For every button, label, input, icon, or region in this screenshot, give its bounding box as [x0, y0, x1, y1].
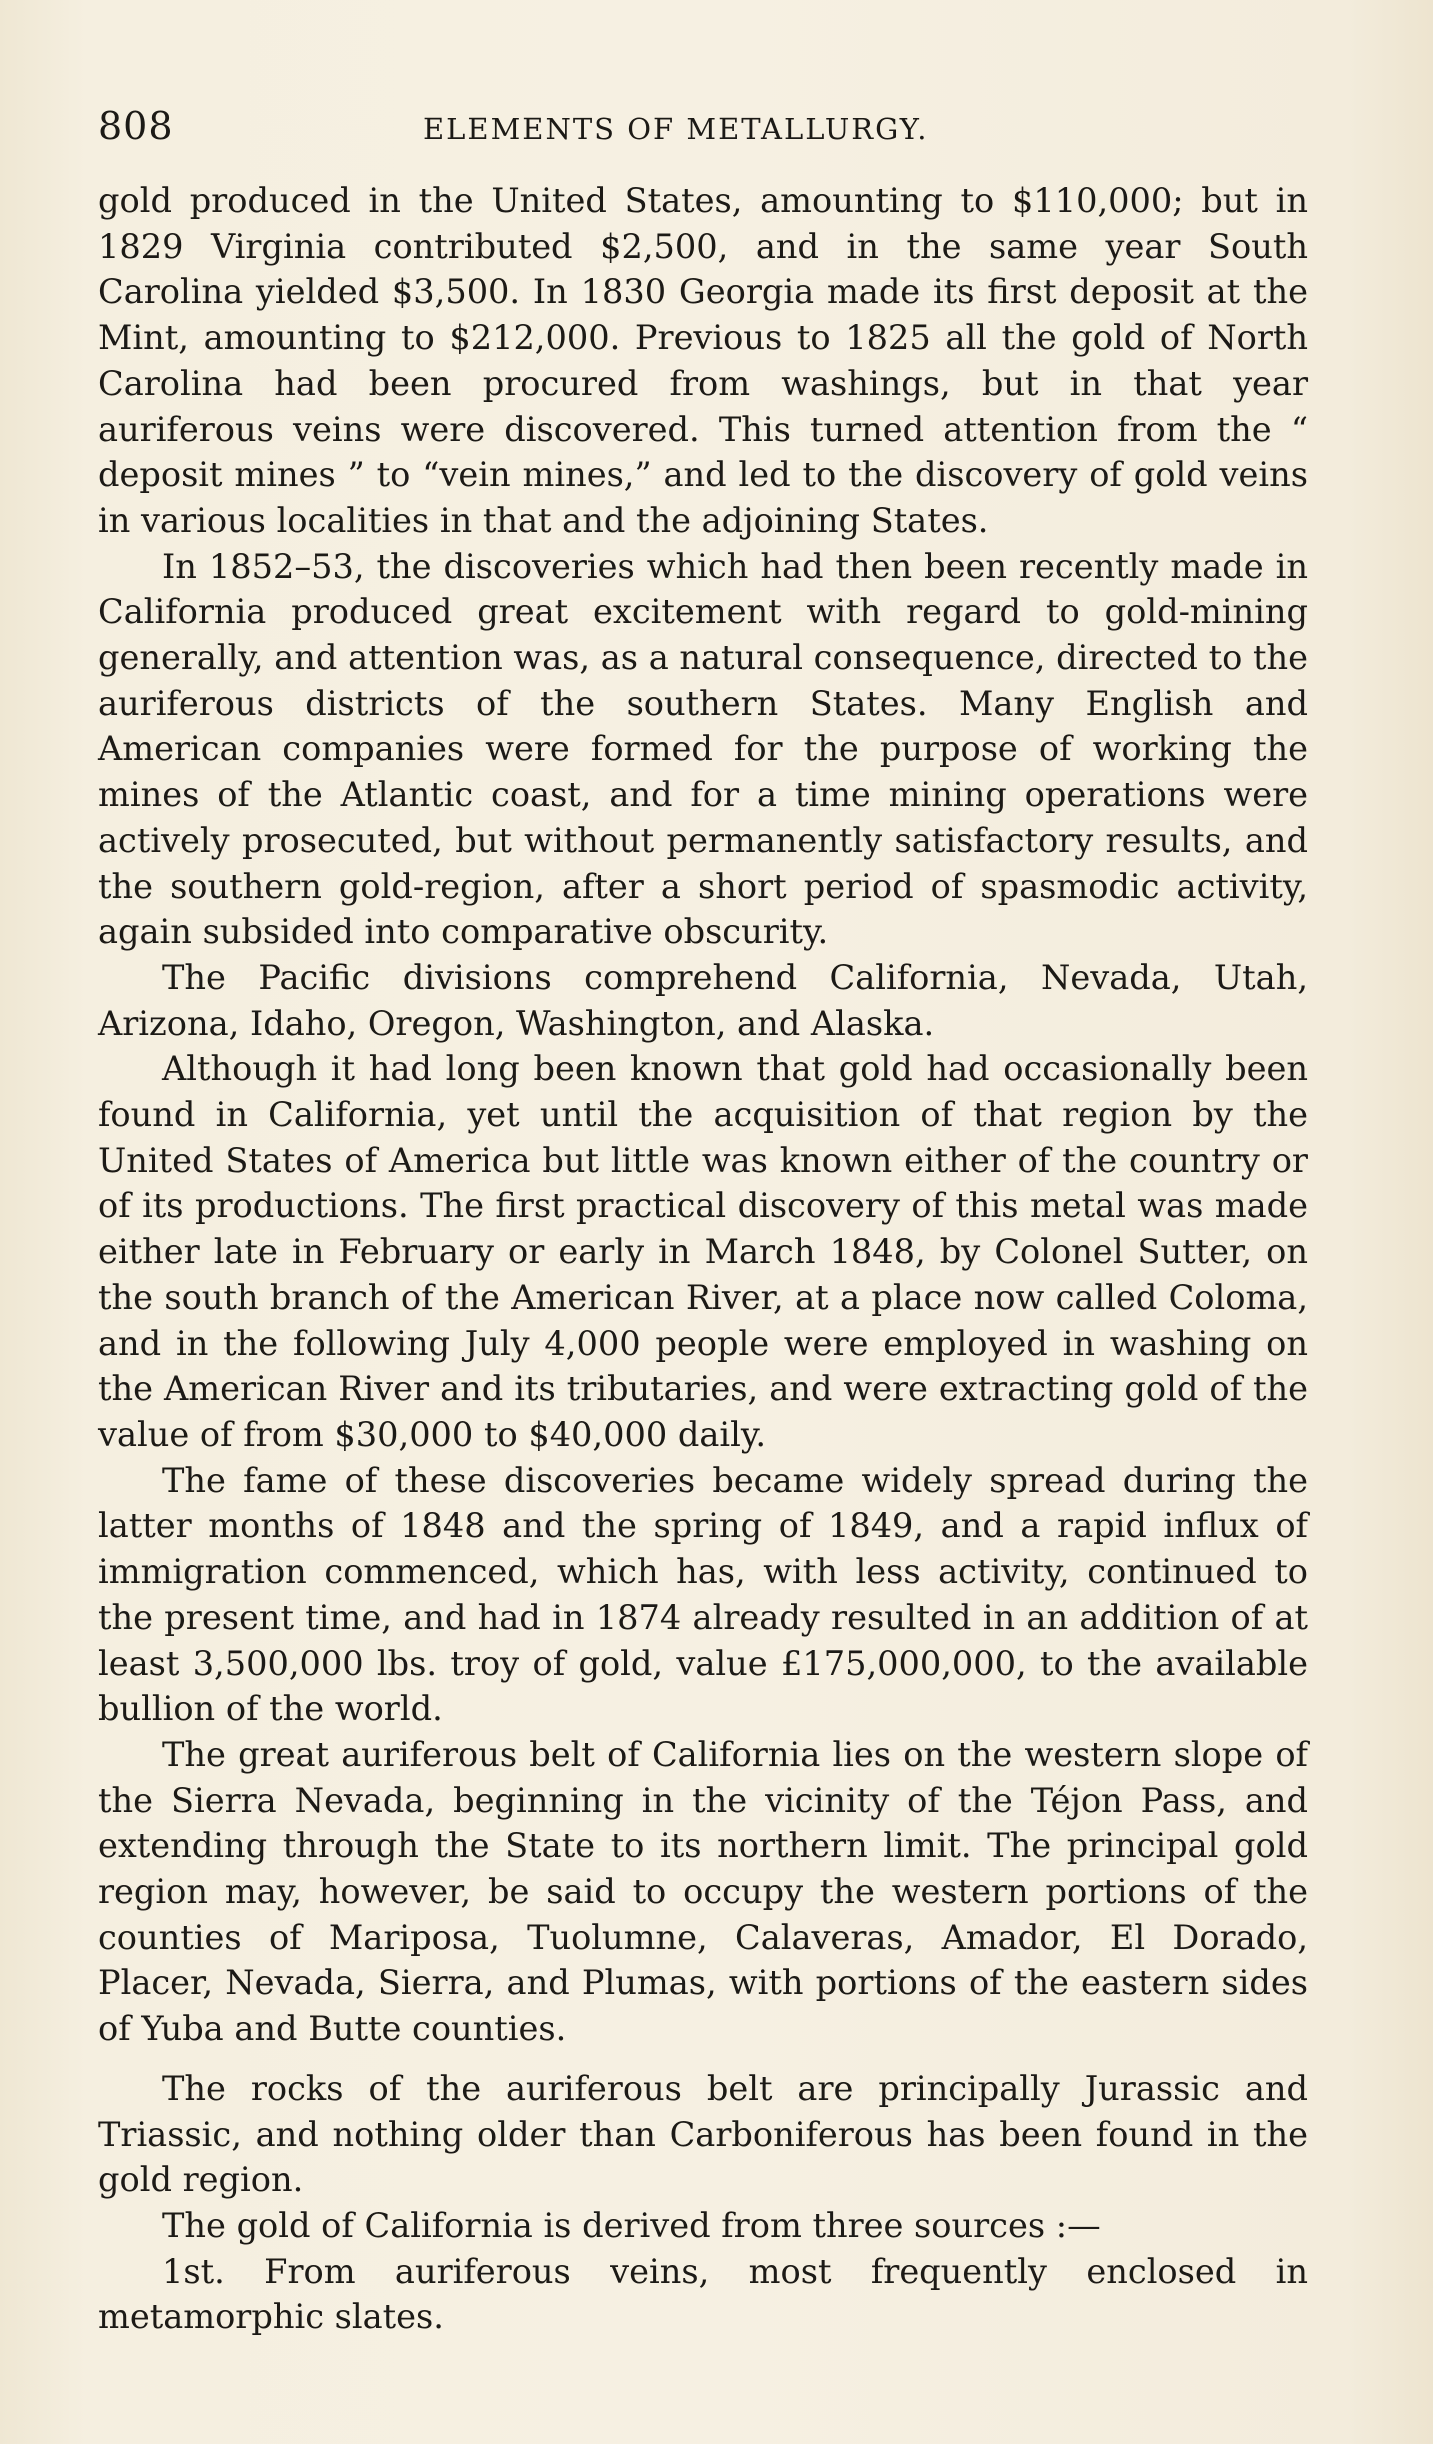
- page-number: 808: [98, 104, 174, 148]
- running-head: ELEMENTS OF METALLURGY.: [423, 112, 929, 146]
- paragraph: In 1852–53, the discoveries which had then been recently made in California produced great excitement with regard to gold-mining generally, and attention was, as a natural consequence, directed to the auriferous districts of the southern States. Many English and American companies were formed for the purpose of working the mines of the Atlantic coast, and for a time mining operations were actively prosecuted, but without permanently satisfactory results, and the southern gold-region, after a short period of spasmodic activity, again subsided into comparative obscurity.: [98, 546, 1308, 952]
- paragraph: The rocks of the auriferous belt are principally Jurassic and Triassic, and nothing older than Carboniferous has been found in the gold region.: [98, 2068, 1308, 2200]
- paragraph: The fame of these discoveries became widely spread during the latter months of 1848 and the spring of 1849, and a rapid influx of immigration commenced, which has, with less activity, continued to the present time, and had in 1874 already resulted in an addition of at least 3,500,000 lbs. troy of gold, value £175,000,000, to the available bullion of the world.: [98, 1460, 1308, 1729]
- paragraph: Although it had long been known that gold had occasionally been found in California, yet until the acquisition of that region by the United States of America but little was known either of the country or of its productions. The first practical discovery of this metal was made either late in February or early in March 1848, by Colonel Sutter, on the south branch of the American River, at a place now called Coloma, and in the following July 4,000 people were employed in washing on the American River and its tributaries, and were extracting gold of the value of from $30,000 to $40,000 daily.: [98, 1049, 1308, 1454]
- body-text: [98, 178, 1308, 2340]
- paragraph: The Pacific divisions comprehend California, Nevada, Utah, Arizona, Idaho, Oregon, Washington, and Alaska.: [98, 957, 1308, 1043]
- paragraph: 1st. From auriferous veins, most frequently enclosed in metamorphic slates.: [98, 2251, 1308, 2337]
- paragraph: The gold of California is derived from three sources :—: [162, 2205, 1101, 2245]
- paragraph-continued: gold produced in the United States, amounting to $110,000; but in 1829 Virginia contributed $2,500, and in the same year South Carolina yielded $3,500. In 1830 Georgia made its first deposit at the Mint, amounting to $212,000. Previous to 1825 all the gold of North Carolina had been procured from washings, but in that year auriferous veins were discovered. This turned attention from the “ deposit mines ” to “vein mines,” and led to the discovery of gold veins in various localities in that and the adjoining States.: [98, 181, 1308, 540]
- page-header: [98, 104, 1308, 156]
- paragraph: The great auriferous belt of California lies on the western slope of the Sierra Nevada, beginning in the vicinity of the Téjon Pass, and extending through the State to its northern limit. The principal gold region may, however, be said to occupy the western portions of the counties of Mariposa, Tuolumne, Calaveras, Amador, El Dorado, Placer, Nevada, Sierra, and Plumas, with portions of the eastern sides of Yuba and Butte counties.: [98, 1734, 1308, 2049]
